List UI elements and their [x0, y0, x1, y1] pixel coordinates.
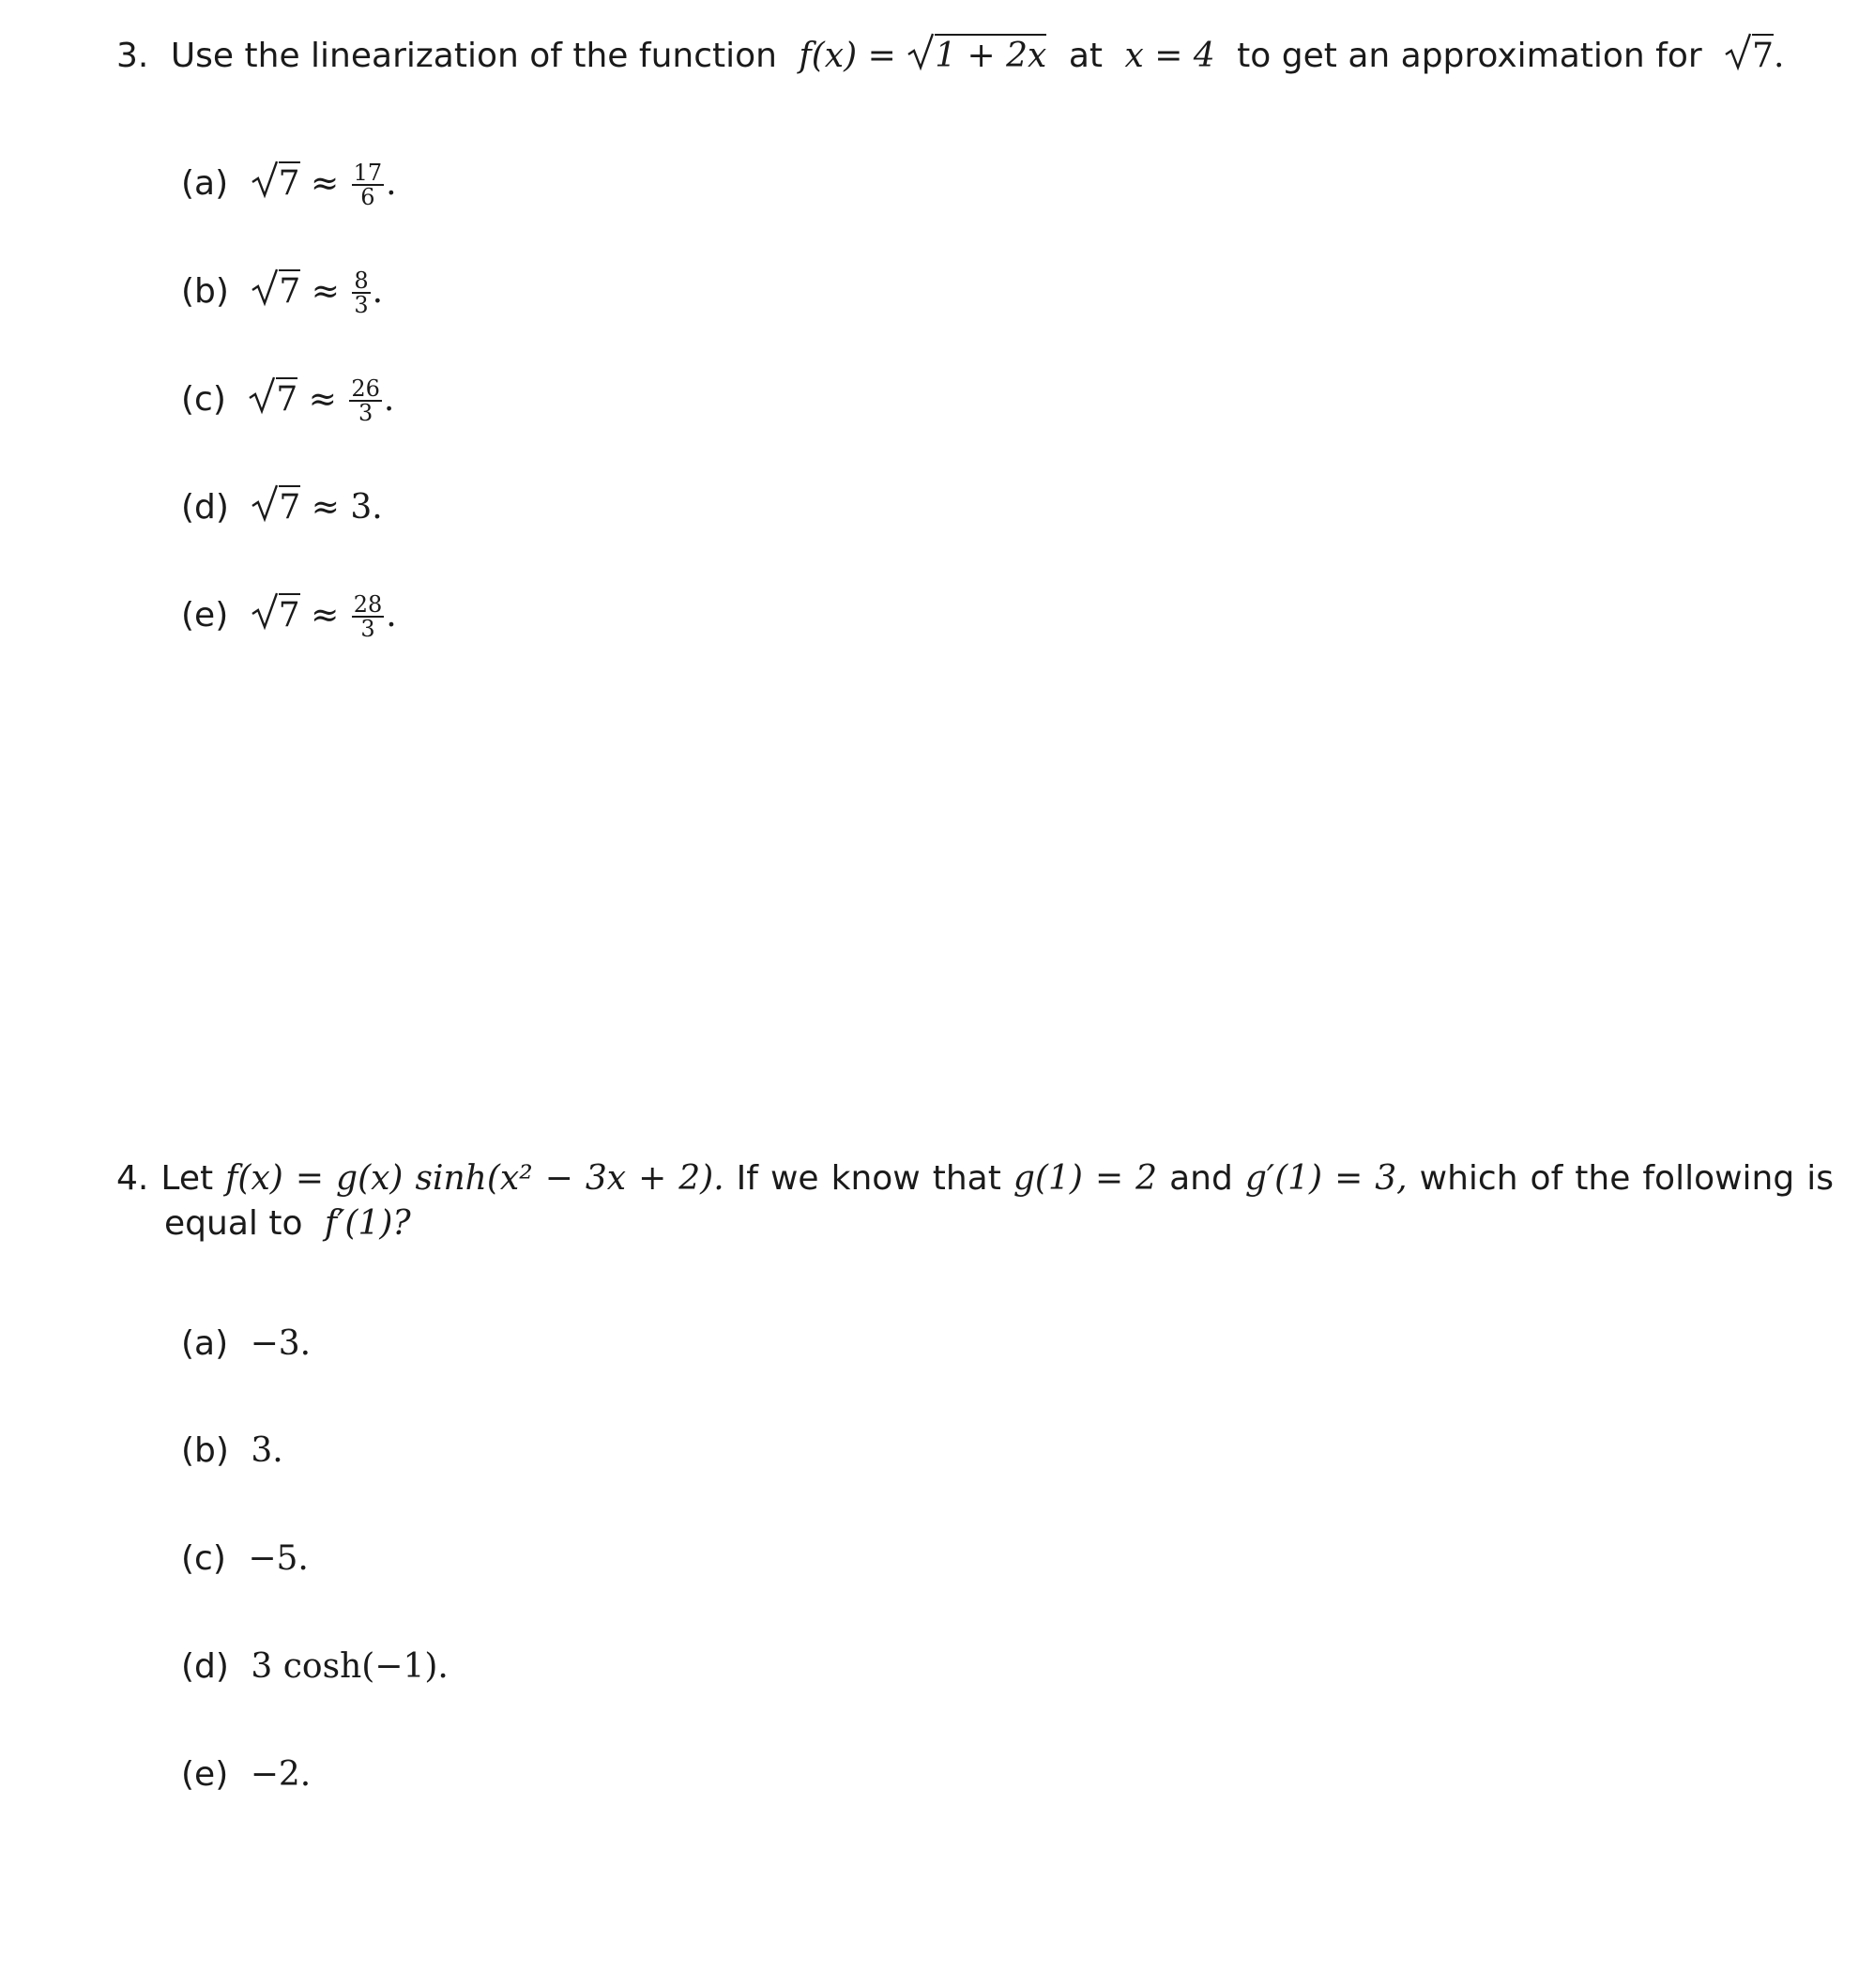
option-value: 3.: [251, 1431, 283, 1470]
q3-prompt-text-a: Use the linearization of the function: [170, 37, 777, 75]
q4-condition-2: g′(1) = 3,: [1244, 1159, 1408, 1198]
q4-prompt-text-a: Let: [160, 1159, 214, 1198]
fraction: $\frac{26}{3}$: [351, 375, 380, 426]
q4-target: f′(1)?: [324, 1204, 411, 1243]
q3-option-a: (a) 7 ≈ $\frac{17}{6}$ .: [181, 161, 397, 208]
option-label: (b): [181, 1431, 229, 1470]
fraction: $\frac{28}{3}$: [353, 591, 383, 642]
q4-prompt-text-e: equal to: [164, 1204, 303, 1243]
q4-condition-1: g(1) = 2: [1013, 1159, 1158, 1198]
option-label: (d): [181, 1647, 229, 1686]
q3-prompt-text-b: at: [1068, 37, 1103, 75]
option-label: (d): [181, 488, 229, 527]
q4-number: 4.: [116, 1159, 149, 1198]
q4-option-e: [181, 1752, 311, 1797]
fraction: $\frac{17}{6}$: [353, 160, 383, 210]
q4-function: f(x) = g(x) sinh(x² − 3x + 2).: [225, 1159, 724, 1198]
q3-option-d: (d) 7 ≈ 3.: [181, 485, 383, 530]
q3-point: x = 4: [1124, 37, 1215, 75]
option-label: (e): [181, 596, 229, 635]
q4-prompt-text-c: and: [1169, 1159, 1233, 1198]
q4-prompt-text-b: If we know that: [736, 1159, 1001, 1198]
radical-sign-icon: [251, 264, 279, 309]
radical-sign-icon: [1724, 28, 1752, 73]
option-value: 3 cosh(−1).: [251, 1647, 449, 1686]
radical-sign-icon: [251, 156, 279, 201]
q4-option-c: [181, 1537, 309, 1582]
q3-radical: [907, 34, 1046, 79]
q3-prompt-text-c: to get an approximation for: [1237, 37, 1702, 75]
q3-option-b: (b) 7 ≈ $\frac{8}{3}$ .: [181, 269, 383, 316]
q4-prompt-line-2: [164, 1201, 411, 1246]
option-label: (c): [181, 1539, 226, 1578]
q4-option-d: [181, 1644, 449, 1690]
fraction: $\frac{8}{3}$: [354, 268, 369, 318]
q4-prompt-line-1: [116, 1156, 1834, 1201]
radical-sign-icon: [251, 480, 279, 525]
option-value: −3.: [250, 1324, 312, 1363]
option-label: (a): [181, 1324, 229, 1363]
q3-number: 3.: [116, 37, 149, 75]
radical-sign-icon: [248, 372, 276, 417]
q4-option-b: [181, 1429, 283, 1474]
q3-option-e: (e) 7 ≈ $\frac{28}{3}$ .: [181, 593, 397, 640]
q4-prompt-text-d: which of the following is: [1419, 1159, 1834, 1198]
option-label: (a): [181, 164, 229, 203]
q3-radicand: 1 + 2x: [935, 34, 1046, 75]
option-label: (c): [181, 380, 226, 419]
option-value: −2.: [250, 1755, 312, 1794]
q3-option-c: (c) 7 ≈ $\frac{26}{3}$ .: [181, 377, 394, 424]
q3-target: 7: [1752, 34, 1774, 75]
option-value: −5.: [248, 1539, 309, 1578]
q3-function: f(x) =: [799, 37, 907, 75]
q3-target-radical: [1724, 34, 1774, 79]
q3-prompt: 3. Use the linearization of the function f(x) = 1 + 2x at x = 4 to get an approximation for 7.: [116, 34, 1784, 79]
q4-option-a: [181, 1322, 311, 1367]
option-label: (e): [181, 1755, 229, 1794]
radical-sign-icon: [251, 588, 279, 633]
radical-sign-icon: [907, 28, 935, 73]
option-label: (b): [181, 272, 229, 311]
